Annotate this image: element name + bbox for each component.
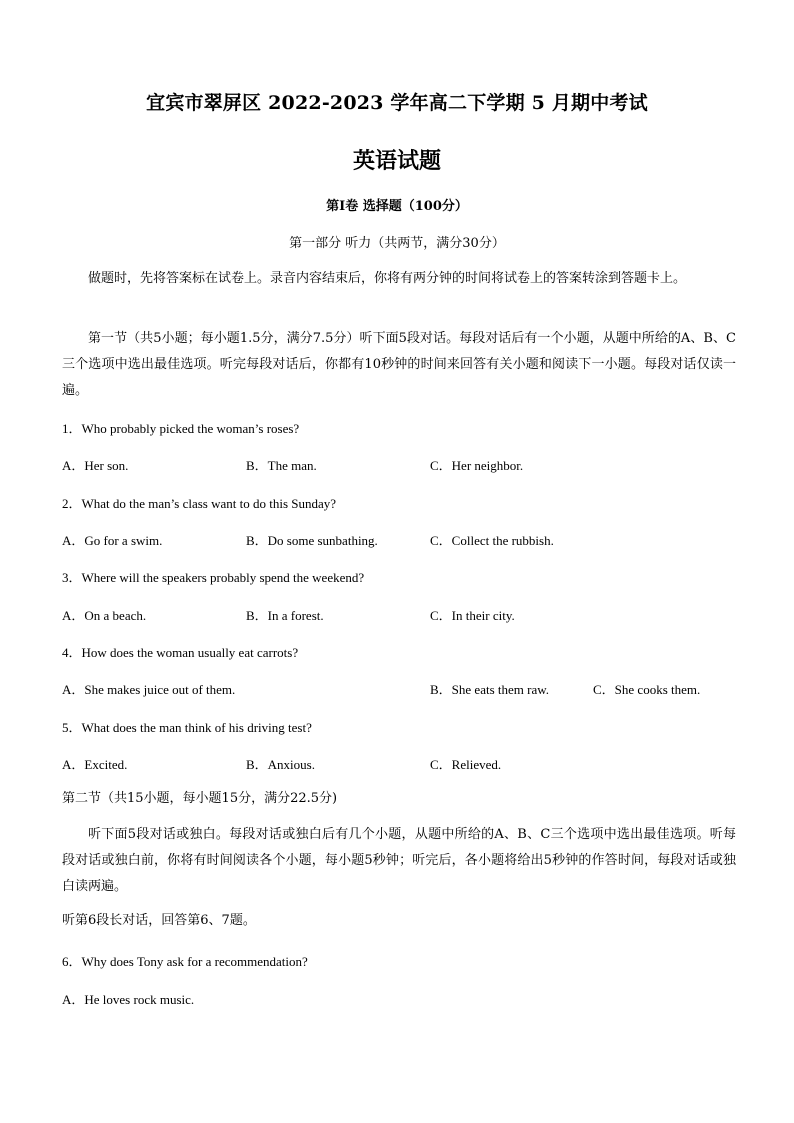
option-5b: B．Anxious.	[246, 757, 315, 772]
question-6: 6．Why does Tony ask for a recommendation?	[62, 954, 308, 969]
exam-title: 宜宾市翠屏区 2022-2023 学年高二下学期 5 月期中考试	[146, 92, 648, 114]
volume-heading: 第Ⅰ卷 选择题（100分）	[326, 199, 468, 214]
option-2b: B．Do some sunbathing.	[246, 533, 378, 548]
section2-title: 第二节（共15小题，每小题15分，满分22.5分)	[62, 791, 338, 806]
option-2a: A．Go for a swim.	[62, 533, 163, 548]
option-3a: A．On a beach.	[62, 608, 147, 623]
question-1: 1．Who probably picked the woman’s roses?	[62, 421, 300, 436]
question-2: 2．What do the man’s class want to do this Sunday?	[62, 496, 337, 511]
option-2c: C．Collect the rubbish.	[430, 533, 554, 548]
option-1a: A．Her son.	[62, 458, 129, 473]
option-3c: C．In their city.	[430, 608, 515, 623]
question-5: 5．What does the man think of his driving test?	[62, 720, 312, 735]
question-4: 4．How does the woman usually eat carrots?	[62, 645, 299, 660]
option-3b: B．In a forest.	[246, 608, 324, 623]
subject-title: 英语试题	[352, 148, 441, 174]
option-1c: C．Her neighbor.	[430, 458, 524, 473]
option-4c: C．She cooks them.	[593, 682, 701, 697]
section2-instructions: 听下面5段对话或独白。每段对话或独白后有几个小题，从题中所给的A、B、C三个选项中选出最佳选项。听每段对话或独白前，你将有时间阅读各个小题，每小题5秒钟；听完后，各小题将给出5秒钟的作答时间，每段对话或独白读两遍。	[62, 827, 736, 894]
option-1b: B．The man.	[246, 458, 317, 473]
option-6a: A．He loves rock music.	[62, 992, 195, 1007]
option-5c: C．Relieved.	[430, 757, 502, 772]
part-heading: 第一部分 听力（共两节，满分30分）	[289, 236, 505, 251]
option-4b: B．She eats them raw.	[430, 682, 550, 697]
option-5a: A．Excited.	[62, 757, 128, 772]
dialogue-6-heading: 听第6段长对话，回答第6、7题。	[62, 913, 256, 928]
section1-instructions: 第一节（共5小题；每小题1.5分，满分7.5分）听下面5段对话。每段对话后有一个小题，从题中所给的A、B、C三个选项中选出最佳选项。听完每段对话后，你都有10秒钟的时间来回答有关小题和阅读下一小题。每段对话仅读一遍。	[62, 331, 736, 398]
intro-paragraph: 做题时，先将答案标在试卷上。录音内容结束后，你将有两分钟的时间将试卷上的答案转涂到答题卡上。	[88, 271, 687, 286]
option-4a: A．She makes juice out of them.	[62, 682, 236, 697]
question-3: 3．Where will the speakers probably spend the weekend?	[62, 570, 365, 585]
